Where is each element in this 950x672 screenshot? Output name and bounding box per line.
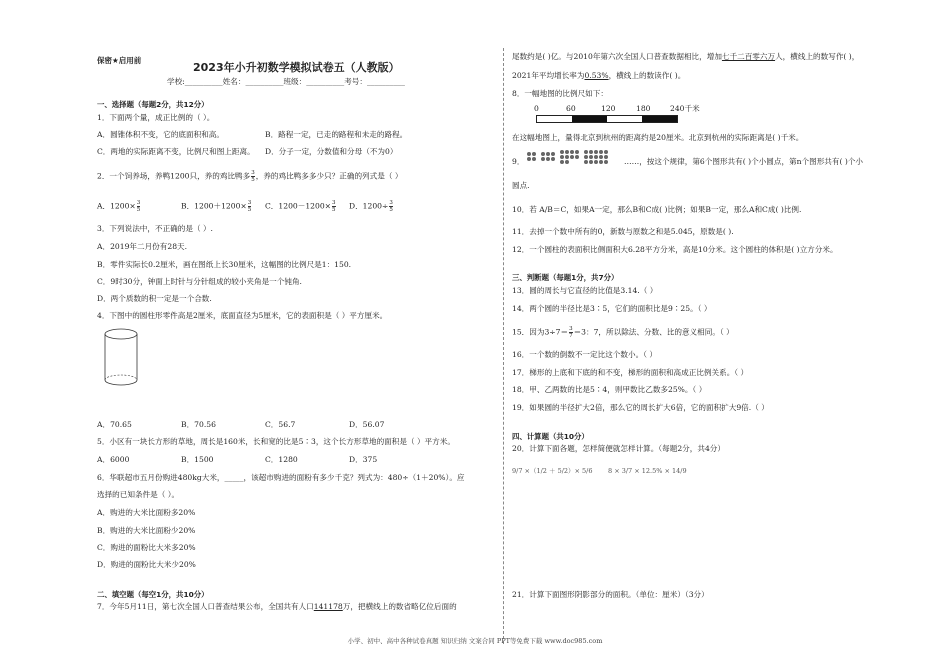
q1-option-c: C．两地的实际距离不变，比例尺和图上距离。 — [97, 147, 255, 156]
question-8-text: 在这幅地图上，量得北京到杭州的距离约是20厘米。北京到杭州的实际距离是( )千米。 — [512, 133, 804, 142]
section-choice-heading: 一、选择题（每题2分，共12分） — [97, 100, 209, 109]
q6-option-b: B．购进的大米比面粉少20% — [97, 526, 196, 535]
question-1: 1．下面两个量，成正比例的（ ）。 — [97, 113, 215, 122]
section-fill-heading: 二、填空题（每空1分，共10分） — [97, 590, 209, 599]
question-6-line2: 选择的已知条件是（ ）。 — [97, 490, 180, 499]
q6-option-d: D．购进的面粉比大米少20% — [97, 560, 196, 569]
q9-number: 9． — [512, 157, 525, 166]
scale-segment-dark — [642, 116, 677, 122]
fraction-3-7 — [569, 326, 573, 339]
q5-option-a: A．6000 — [97, 455, 130, 464]
q2-text-start: 2．一个饲养场，养鸭1200只，养的鸡比鸭多 — [97, 171, 251, 181]
question-21: 21．计算下面图形阴影部分的面积。（单位：厘米）（3分） — [512, 590, 709, 599]
q2d-text: D．1200÷ — [349, 201, 389, 211]
q2-option-c — [265, 200, 337, 213]
map-scale-bar — [532, 104, 702, 126]
q6-option-a: A．购进的大米比面粉多20% — [97, 508, 196, 517]
q3-option-b: B．零件实际长0.2厘米，画在图纸上长30厘米，这幅图的比例尺是1：150. — [97, 260, 352, 269]
frac-numerator: 3 — [251, 170, 255, 176]
q7-text-start: 7．今年5月11日，第七次全国人口普查结果公布，全国共有人口 — [97, 602, 314, 611]
question-10: 10．若 A/B＝C，如果A一定，那么B和C成( )比例；如果B一定，那么A和C成( )比例. — [512, 205, 802, 214]
q7-continued-line1 — [512, 52, 859, 62]
question-5: 5．小区有一块长方形的草地，周长是160米，长和宽的比是5∶3，这个长方形草地的面积是（ ）平方米。 — [97, 437, 455, 446]
q4-option-c: C．56.7 — [265, 420, 296, 429]
question-15 — [512, 326, 734, 339]
question-12: 12．一个圆柱的表面积比侧面积大6.28平方分米，高是10分米。这个圆柱的体积是( )立方分米。 — [512, 245, 838, 254]
q4-option-a: A．70.65 — [97, 420, 132, 429]
r2-underlined: 0.53% — [584, 71, 609, 80]
q2-option-b — [181, 200, 252, 213]
question-9 — [512, 157, 524, 167]
question-2 — [97, 170, 402, 183]
question-18: 18．甲、乙两数的比是5∶4，则甲数比乙数多25%。（ ） — [512, 385, 707, 394]
q3-option-a: A．2019年二月份有28天. — [97, 242, 188, 251]
q9-ellipsis: …… — [624, 157, 640, 166]
question-7 — [97, 602, 457, 612]
q5-option-c: C．1280 — [265, 455, 298, 464]
scale-bar-frame — [536, 115, 678, 123]
q5-option-d: D．375 — [349, 455, 378, 464]
r1-underlined: 七千二百零六万 — [721, 52, 776, 61]
fraction-3-5 — [251, 170, 255, 183]
page-footer: 小学、初中、高中各种试卷真题 知识归纳 文案合同 PPT等免费下载 www.doc985.com — [347, 637, 603, 645]
r1-text-end: 人，横线上的数写作( )， — [775, 52, 860, 61]
q9-text: ，按这个规律，第6个图形共有( )个小圆点，第n个图形共有( )个小 — [639, 157, 864, 166]
frac-numerator: 3 — [136, 200, 141, 206]
r2-text-start: 2021年平均增长率为 — [512, 71, 585, 80]
question-19: 19．如果圆的半径扩大2倍，那么它的周长扩大6倍，它的面积扩大9倍.（ ） — [512, 403, 769, 412]
scale-segment-dark — [572, 116, 607, 122]
frac-denominator: 5 — [247, 207, 252, 213]
frac-denominator: 5 — [332, 207, 336, 213]
q2-option-a — [97, 200, 141, 213]
question-20: 20．计算下面各题，怎样简便就怎样计算。（每题2分，共4分） — [512, 444, 725, 453]
column-divider — [503, 48, 504, 644]
question-14: 14．两个圆的半径比是3∶5，它们的面积比是9∶25。（ ） — [512, 304, 712, 313]
cylinder-figure — [103, 328, 139, 386]
frac-numerator: 3 — [247, 200, 252, 206]
fraction-3-5 — [332, 200, 336, 213]
calc-expression-1: 9/7 ×（1/2 ＋ 5/2）× 5/6 — [512, 467, 593, 475]
student-info-line: 学校:__________姓名：__________班级：__________考号：__________ — [167, 77, 405, 86]
question-17: 17．梯形的上底和下底的和不变，梯形的面积和高成正比例关系。（ ） — [512, 368, 749, 377]
scale-label-0: 0 — [534, 104, 539, 113]
frac-denominator: 5 — [251, 177, 255, 183]
q2-text-end: ，养的鸡比鸭多多少只？正确的列式是（ ） — [255, 171, 403, 181]
q3-option-d: D．两个质数的积一定是一个合数. — [97, 294, 212, 303]
frac-denominator: 5 — [389, 207, 393, 213]
frac-numerator: 3 — [332, 200, 336, 206]
q7-underlined-number: 141178 — [313, 602, 343, 611]
question-13: 13．圆的周长与它直径的比值是3.14.（ ） — [512, 286, 658, 295]
frac-numerator: 3 — [569, 326, 573, 332]
section-judge-heading: 三、判断题（每题1分，共7分） — [512, 273, 619, 282]
question-9-text — [624, 157, 863, 167]
q2-option-d — [349, 200, 394, 213]
fraction-3-5 — [137, 200, 141, 213]
scale-label-180: 180 — [636, 104, 651, 113]
frac-denominator: 7 — [569, 333, 573, 339]
q2c-text: C．1200－1200× — [265, 201, 332, 211]
q5-option-b: B．1500 — [181, 455, 214, 464]
question-3: 3．下列说法中，不正确的是（ ）. — [97, 224, 213, 233]
scale-label-240: 240千米 — [670, 104, 700, 113]
dot-pattern-figure — [526, 149, 634, 167]
q4-option-b: B．70.56 — [181, 420, 216, 429]
question-16: 16．一个数的倒数不一定比这个数小。（ ） — [512, 350, 657, 359]
scale-label-60: 60 — [566, 104, 576, 113]
fraction-3-5 — [389, 200, 393, 213]
q2b-text: B．1200＋1200× — [181, 201, 247, 211]
calc-expression-2: 8 × 3/7 × 12.5% × 14/9 — [608, 467, 687, 475]
q7-text-end: 万，把横线上的数省略亿位后面的 — [342, 602, 457, 611]
question-9-line2: 圆点. — [512, 181, 530, 190]
frac-numerator: 3 — [389, 200, 393, 206]
question-4: 4．下图中的圆柱形零件高是2厘米，底面直径为5厘米，它的表面积是（ ）平方厘米。 — [97, 311, 388, 320]
frac-denominator: 5 — [136, 207, 141, 213]
q3-option-c: C．9时30分，钟面上时针与分针组成的较小夹角是一个钝角. — [97, 277, 302, 286]
q1-option-b: B．路程一定，已走的路程和未走的路程。 — [265, 130, 408, 139]
scale-label-120: 120 — [601, 104, 616, 113]
question-8: 8．一幅地图的比例尺如下： — [512, 89, 608, 98]
q1-option-d: D．分子一定，分数值和分母（不为0） — [265, 147, 398, 156]
fraction-3-5 — [248, 200, 252, 213]
q1-option-a: A．圆锥体积不变，它的底面积和高。 — [97, 130, 224, 139]
q4-option-d: D．56.07 — [349, 420, 385, 429]
section-calc-heading: 四、计算题（共10分） — [512, 432, 589, 441]
q6-option-c: C．购进的面粉比大米多20% — [97, 543, 196, 552]
r2-text-end: ，横线上的数读作( )。 — [608, 71, 686, 80]
q15-text-end: ＝3：7，所以除法、分数、比的意义相同。（ ） — [573, 327, 734, 337]
secret-label: 保密★启用前 — [97, 56, 142, 65]
q2a-text: A．1200× — [97, 201, 136, 211]
page-title: 2023年小升初数学模拟试卷五（人教版） — [193, 61, 400, 74]
r1-text-start: 尾数约是( )亿。与2010年第六次全国人口普查数据相比，增加 — [512, 52, 722, 61]
question-11: 11．去掉一个数中所有的0，新数与原数之和是5.045，原数是( ). — [512, 227, 734, 236]
q15-text-start: 15．因为3÷7＝ — [512, 327, 569, 337]
question-6-line1: 6．华联超市五月份购进480kg大米，_____，该超市购进的面粉有多少千克？列式为：480÷（1＋20%）。应 — [97, 473, 465, 482]
q7-continued-line2 — [512, 71, 685, 81]
